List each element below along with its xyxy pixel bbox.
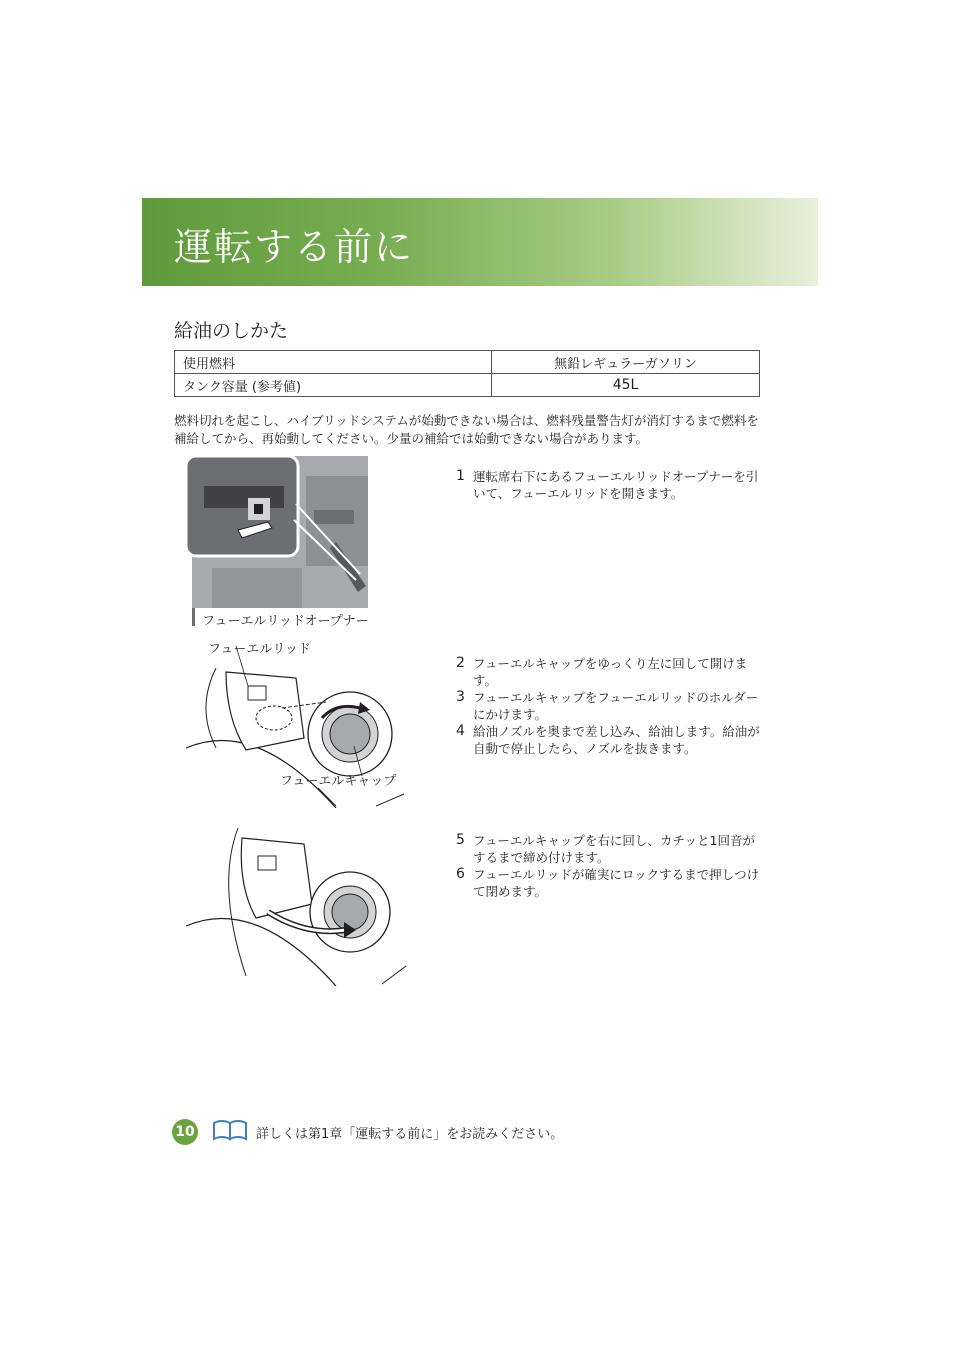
cap-label: フューエルキャップ <box>280 774 397 789</box>
spec-value-capacity: 45L <box>492 374 760 397</box>
table-row <box>175 351 760 374</box>
opener-label: フューエルリッドオープナー <box>202 614 369 629</box>
cap-open-figure <box>186 638 408 808</box>
opener-figure <box>186 456 369 629</box>
steps-group-1 <box>454 468 764 502</box>
step-number: 4 <box>456 723 465 739</box>
step-text: フューエルキャップを右に回し、カチッと1回音がするまで締め付けます。 <box>473 833 755 865</box>
step-item <box>454 723 764 757</box>
step-number: 6 <box>456 866 465 882</box>
step-item <box>454 689 764 723</box>
chapter-banner <box>142 198 818 286</box>
lid-label: フューエルリッド <box>208 642 311 657</box>
step-text: フューエルリッドが確実にロックするまで押しつけて閉めます。 <box>473 867 760 899</box>
step-number: 1 <box>456 468 465 484</box>
spec-table <box>174 350 760 397</box>
dashboard-illustration <box>186 456 368 626</box>
footer-reference-text: 詳しくは第1章「運転する前に」をお読みください。 <box>256 1127 564 1142</box>
step-text: 運転席右下にあるフューエルリッドオープナーを引いて、フューエルリッドを開きます。 <box>473 469 759 501</box>
cap-close-figure <box>186 826 408 986</box>
spec-label-fuel: 使用燃料 <box>175 351 492 374</box>
intro-paragraph: 燃料切れを起こし、ハイブリッドシステムが始動できない場合は、燃料残量警告灯が消灯するまで燃料を補給してから、再始動してください。少量の補給では始動できない場合があります。 <box>174 413 759 446</box>
steps-group-3 <box>454 832 764 900</box>
table-row <box>175 374 760 397</box>
step-item <box>454 655 764 689</box>
step-item <box>454 866 764 900</box>
section-title: 給油のしかた <box>174 320 289 342</box>
step-number: 2 <box>456 655 465 671</box>
step-text: フューエルキャップをゆっくり左に回して開けます。 <box>473 656 748 688</box>
page-number-badge: 10 <box>172 1119 198 1145</box>
step-text: フューエルキャップをフューエルリッドのホルダーにかけます。 <box>473 690 759 722</box>
spec-label-capacity: タンク容量 (参考値) <box>175 374 492 397</box>
step-text: 給油ノズルを奥まで差し込み、給油します。給油が自動で停止したら、ノズルを抜きます。 <box>473 724 760 756</box>
step-item <box>454 832 764 866</box>
book-icon <box>212 1119 248 1145</box>
step-item <box>454 468 764 502</box>
chapter-title: 運転する前に <box>174 225 415 269</box>
step-number: 5 <box>456 832 465 848</box>
steps-group-2 <box>454 655 764 757</box>
spec-value-fuel: 無鉛レギュラーガソリン <box>492 351 760 374</box>
fuel-cap-close-illustration <box>186 826 408 986</box>
step-number: 3 <box>456 689 465 705</box>
